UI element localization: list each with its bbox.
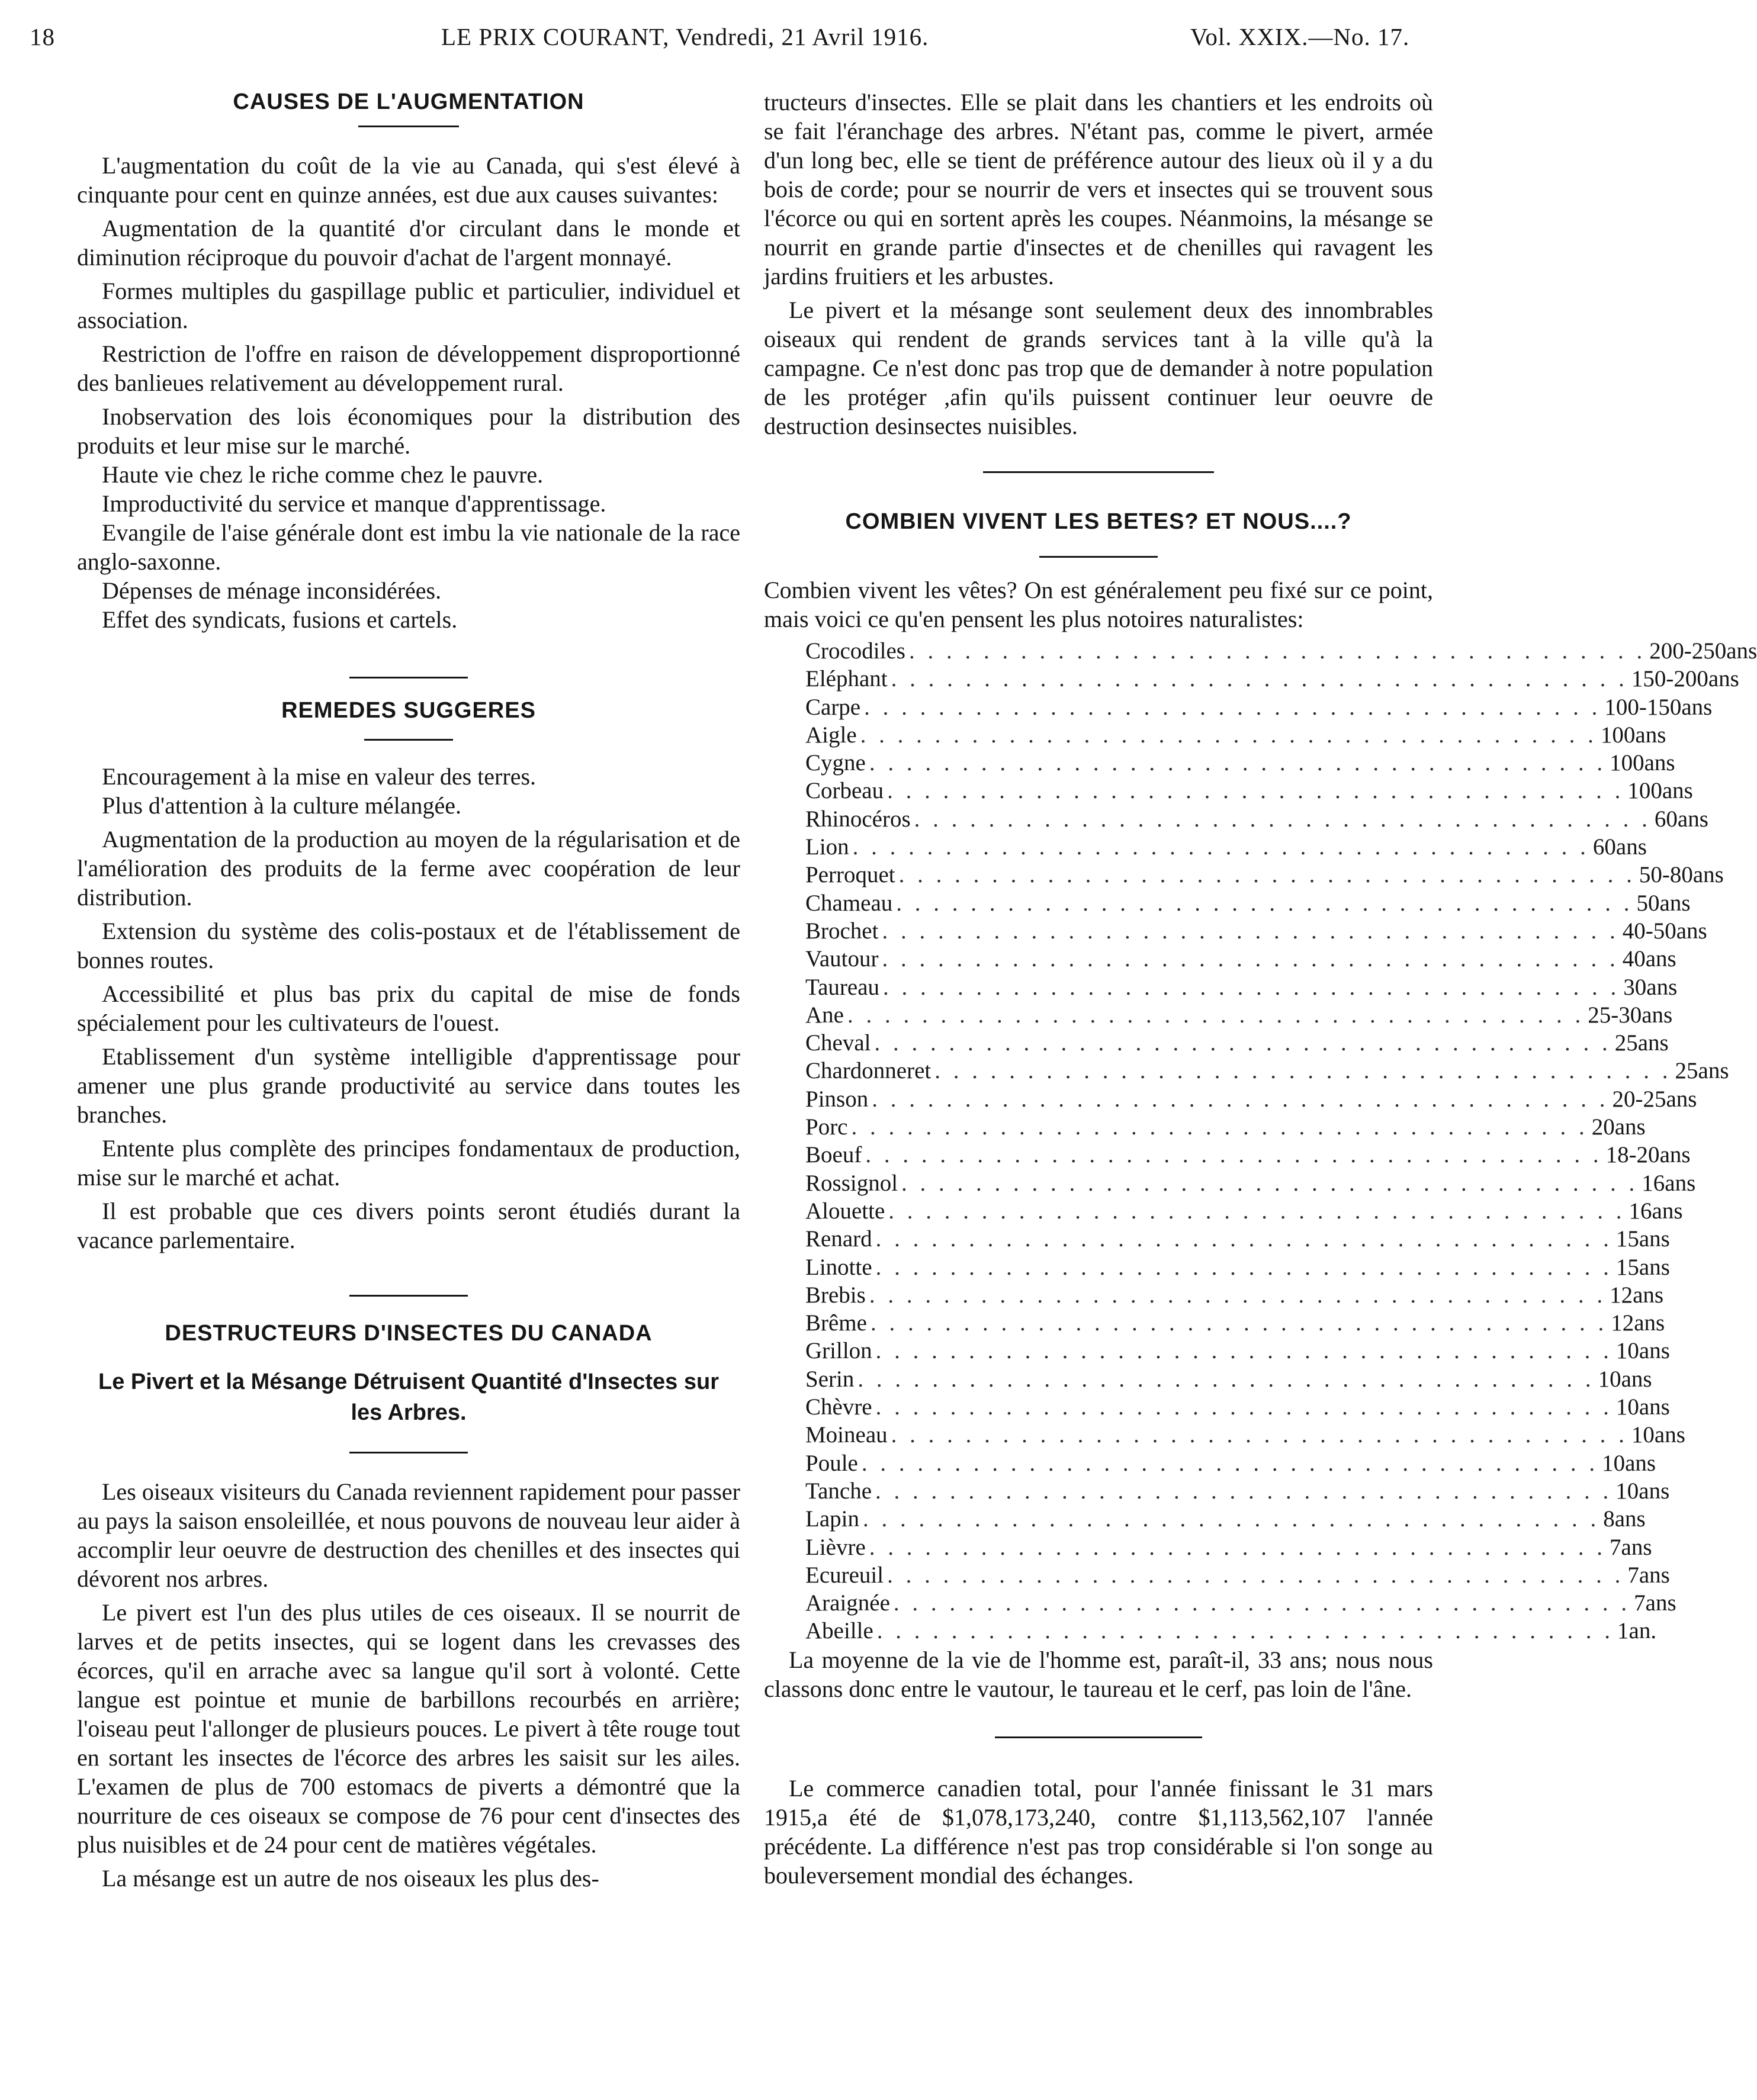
lifespan-row [805,833,1647,861]
leader-dots: . . . . . . . . . . . . . . . . . . . . . . . . . . . . . . . . . . . . . . . . [876,1618,1614,1644]
page-header [24,22,1469,58]
lifespan-row [805,749,1675,777]
animal-name: Araignée [805,1590,890,1616]
lifespan-years: 7 [1634,1590,1646,1616]
animal-name: Cygne [805,750,866,776]
leader-dots: . . . . . . . . . . . . . . . . . . . . . . . . . . . . . . . . . . . . . . . . [852,834,1589,860]
lifespan-unit: ans [1642,1002,1673,1028]
lifespan-years: 16 [1642,1170,1665,1196]
causes-paragraph: Inobservation des lois économiques pour la distribution des produits et leur mise sur le marché. [77,403,740,459]
divider [1039,556,1158,558]
lifespan-unit: ans [1659,890,1691,916]
animal-name: Moineau [805,1422,888,1448]
leader-dots: . . . . . . . . . . . . . . . . . . . . . . . . . . . . . . . . . . . . . . . . [875,1394,1613,1420]
lifespan-unit: ans [1637,1030,1669,1056]
animal-name: Cheval [805,1030,871,1056]
leader-dots: . . . . . . . . . . . . . . . . . . . . . . . . . . . . . . . . . . . . . . . . [864,694,1601,720]
lifespan-years: 7 [1610,1534,1621,1560]
animal-name: Carpe [805,694,861,720]
lifespan-years: 16 [1628,1198,1652,1224]
animal-name: Lièvre [805,1534,866,1560]
lifespan-years: 10 [1615,1478,1639,1504]
leader-dots: . . . . . . . . . . . . . . . . . . . . . . . . . . . . . . . . . . . . . . . . [901,1170,1639,1196]
remedes-paragraph: Augmentation de la production au moyen de la régularisation et de l'amélioration des produits de la ferme avec coopération de leur distribution. [77,826,740,911]
leader-dots: . . . . . . . . . . . . . . . . . . . . . . . . . . . . . . . . . . . . . . . . [898,862,1636,888]
lifespan-years: 12 [1611,1310,1634,1336]
lifespan-row [805,1253,1670,1281]
volume-number: Vol. XXIX.—No. 17. [1190,23,1410,50]
lifespan-years: 10 [1598,1366,1621,1392]
animal-name: Serin [805,1366,855,1392]
destructeurs-section [77,1477,740,1893]
destructeurs-heading: DESTRUCTEURS D'INSECTES DU CANADA [165,1321,653,1346]
lifespan-unit: ans [1726,638,1757,664]
lifespan-row [805,777,1693,805]
animal-name: Taureau [805,974,880,1000]
leader-dots: . . . . . . . . . . . . . . . . . . . . . . . . . . . . . . . . . . . . . . . . [862,1506,1600,1532]
animal-name: Grillon [805,1338,872,1364]
lifespan-unit: ans [1639,1394,1670,1420]
lifespan-row [805,1057,1729,1085]
leader-dots: . . . . . . . . . . . . . . . . . . . . . . . . . . . . . . . . . . . . . . . . [869,750,1607,776]
remedes-paragraph: Entente plus complète des principes fondamentaux de production, mise sur le marché et achat. [77,1135,740,1191]
destructeurs-paragraph: Le pivert est l'un des plus utiles de ces oiseaux. Il se nourrit de larves et de petits insectes, qui se logent dans les crevasses des écorces, qu'il en arrache avec sa langue qu'il sort à volonté. Cette langue est pointue et munie de barbillons recourbés en arrière; l'oiseau peut l'allonger de plusieurs pouces. Le pivert à tête rouge tout en sortant les insectes de l'écorce des arbres les saisit sur les ailes. L'examen de plus de 700 estomacs de piverts a démontré que la nourriture de ces oiseaux se compose de 76 pour cent d'insectes des plus nuisibles et de 24 pour cent de matières végétales. [77,1599,740,1858]
lifespan-years: 15 [1615,1226,1639,1252]
leader-dots: . . . . . . . . . . . . . . . . . . . . . . . . . . . . . . . . . . . . . . . . [860,722,1597,748]
lifespan-years: 20 [1591,1114,1615,1140]
lifespan-unit: ans [1708,666,1739,692]
leader-dots: . . . . . . . . . . . . . . . . . . . . . . . . . . . . . . . . . . . . . . . . [870,1310,1608,1336]
causes-section [77,151,740,634]
lifespan-years: 18-20 [1605,1142,1660,1168]
destructeurs-subheading: Le Pivert et la Mésange Détruisent Quantité d'Insectes sur les Arbres. [98,1369,719,1425]
animal-name: Poule [805,1450,858,1476]
leader-dots: . . . . . . . . . . . . . . . . . . . . . . . . . . . . . . . . . . . . . . . . [934,1058,1672,1084]
lifespan-row [805,1197,1683,1225]
leader-dots: . . . . . . . . . . . . . . . . . . . . . . . . . . . . . . . . . . . . . . . . [887,1562,1624,1588]
divider [349,1295,468,1297]
left-column [77,81,740,1893]
lifespan-row [805,1421,1685,1449]
lifespan-row [805,1141,1691,1169]
lifespan-unit: ans [1639,1562,1670,1588]
animal-name: Brême [805,1310,867,1336]
lifespan-unit: ans [1676,918,1707,944]
lifespan-row [805,917,1707,945]
leader-dots: . . . . . . . . . . . . . . . . . . . . . . . . . . . . . . . . . . . . . . . . [883,974,1620,1000]
leader-dots: . . . . . . . . . . . . . . . . . . . . . . . . . . . . . . . . . . . . . . . . [869,1282,1607,1308]
lifespan-unit: ans [1639,1254,1670,1280]
lifespan-row [805,1085,1697,1113]
lifespan-years: 25 [1614,1030,1638,1056]
leader-dots: . . . . . . . . . . . . . . . . . . . . . . . . . . . . . . . . . . . . . . . . [896,890,1633,916]
lifespan-years: 30 [1623,974,1647,1000]
animal-name: Chèvre [805,1394,872,1420]
animal-name: Lapin [805,1506,859,1532]
lifespan-row [805,1505,1646,1533]
lifespan-unit: ans [1615,834,1647,860]
lifespan-unit: ans [1666,1086,1697,1112]
newspaper-title: LE PRIX COURANT, Vendredi, 21 Avril 1916. [441,23,929,50]
right-column [764,88,1757,1890]
leader-dots: . . . . . . . . . . . . . . . . . . . . . . . . . . . . . . . . . . . . . . . . [891,666,1628,692]
animal-name: Lion [805,834,849,860]
commerce-paragraph: Le commerce canadien total, pour l'année finissant le 31 mars 1915,a été de $1,078,173,240, contre $1,113,562,107 l'année précédente. La différence n'est pas trop considérable si l'on songe au bouleversement mondial des échanges. [764,1774,1433,1889]
lifespan-row [805,1533,1652,1561]
divider [983,471,1214,473]
lifespan-unit: ans [1677,806,1708,832]
animal-name: Pinson [805,1086,869,1112]
lifespan-row [805,1309,1665,1337]
divider [364,739,453,741]
lifespan-unit: ans [1645,1590,1676,1616]
lifespan-years: 200-250 [1649,638,1727,664]
leader-dots: . . . . . . . . . . . . . . . . . . . . . . . . . . . . . . . . . . . . . . . . [891,1422,1628,1448]
animal-name: Chardonneret [805,1058,932,1084]
lifespan-row [805,665,1739,693]
lifespan-unit: ans [1644,750,1675,776]
leader-dots: . . . . . . . . . . . . . . . . . . . . . . . . . . . . . . . . . . . . . . . . [882,946,1619,972]
divider [349,1452,468,1453]
leader-dots: . . . . . . . . . . . . . . . . . . . . . . . . . . . . . . . . . . . . . . . . [882,918,1619,944]
lifespan-unit: ans [1614,1506,1646,1532]
remedes-paragraph: Plus d'attention à la culture mélangée. [102,792,462,819]
causes-heading: CAUSES DE L'AUGMENTATION [233,89,584,114]
lifespan-unit: ans [1621,1366,1652,1392]
lifespan-row [805,1281,1664,1309]
destructeurs-paragraph: La mésange est un autre de nos oiseaux les plus des- [102,1865,599,1892]
leader-dots: . . . . . . . . . . . . . . . . . . . . . . . . . . . . . . . . . . . . . . . . [893,1590,1631,1616]
lifespan-row [805,945,1676,973]
leader-dots: . . . . . . . . . . . . . . . . . . . . . . . . . . . . . . . . . . . . . . . . [847,1002,1585,1028]
lifespan-row [805,693,1713,721]
lifespan-unit: ans [1652,1198,1683,1224]
lifespan-unit: ans [1621,1534,1652,1560]
animal-name: Ecureuil [805,1562,884,1588]
causes-paragraph: Effet des syndicats, fusions et cartels. [102,606,458,633]
lifespan-unit: ans [1639,1478,1670,1504]
lifespan-unit: ans [1646,974,1678,1000]
lifespan-unit: ans [1639,1338,1670,1364]
animal-name: Corbeau [805,778,884,804]
lifespan-unit: ans [1635,722,1666,748]
lifespan-row [805,1449,1656,1477]
lifespan-unit: ans [1625,1450,1656,1476]
lifespan-row [805,721,1666,749]
lifespan-row [805,973,1678,1001]
lifespan-unit: ans [1639,1226,1670,1252]
lifespan-years: 60 [1654,806,1678,832]
animal-name: Perroquet [805,862,895,888]
lifespan-unit: ans [1681,694,1713,720]
leader-dots: . . . . . . . . . . . . . . . . . . . . . . . . . . . . . . . . . . . . . . . . [888,1198,1626,1224]
remedes-paragraph: Extension du système des colis-postaux et de l'établissement de bonnes routes. [77,918,740,973]
animal-name: Renard [805,1226,872,1252]
lifespan-unit: ans [1692,862,1724,888]
animal-name: Brebis [805,1282,866,1308]
lifespan-unit: ans [1654,1422,1685,1448]
divider [349,677,468,678]
animal-name: Aigle [805,722,857,748]
lifespan-years: 100-150 [1604,694,1682,720]
lifespan-unit: ans [1665,1170,1696,1196]
lifespan-row [805,1001,1673,1029]
leader-dots: . . . . . . . . . . . . . . . . . . . . . . . . . . . . . . . . . . . . . . . . [908,638,1646,664]
animal-name: Crocodiles [805,638,905,664]
lifespan-years: 1 [1617,1618,1629,1644]
lifespan-row [805,1477,1670,1505]
leader-dots: . . . . . . . . . . . . . . . . . . . . . . . . . . . . . . . . . . . . . . . . [914,806,1651,832]
lifespan-row [805,1617,1657,1645]
causes-paragraph: L'augmentation du coût de la vie au Canada, qui s'est élevé à cinquante pour cent en quinze années, est due aux causes suivantes: [77,152,740,208]
lifespan-years: 150-200 [1631,666,1708,692]
remedes-section [77,762,740,1255]
lifespan-years: 100 [1610,750,1644,776]
animal-name: Ane [805,1002,844,1028]
leader-dots: . . . . . . . . . . . . . . . . . . . . . . . . . . . . . . . . . . . . . . . . [872,1086,1609,1112]
lifespan-years: 40-50 [1622,918,1676,944]
lifespan-years: 25 [1675,1058,1698,1084]
lifespan-years: 25-30 [1588,1002,1642,1028]
leader-dots: . . . . . . . . . . . . . . . . . . . . . . . . . . . . . . . . . . . . . . . . [865,1142,1602,1168]
leader-dots: . . . . . . . . . . . . . . . . . . . . . . . . . . . . . . . . . . . . . . . . [869,1534,1607,1560]
lifespan-years: 10 [1602,1450,1626,1476]
combien-intro: Combien vivent les vêtes? On est généralement peu fixé sur ce point, mais voici ce qu'en pensent les plus notoires naturalistes: [764,577,1433,632]
animal-name: Rhinocéros [805,806,911,832]
leader-dots: . . . . . . . . . . . . . . . . . . . . . . . . . . . . . . . . . . . . . . . . [875,1254,1613,1280]
leader-dots: . . . . . . . . . . . . . . . . . . . . . . . . . . . . . . . . . . . . . . . . [875,1478,1613,1504]
lifespan-years: 10 [1615,1394,1639,1420]
lifespan-row [805,1365,1652,1393]
destructeurs-paragraph: Les oiseaux visiteurs du Canada reviennent rapidement pour passer au pays la saison ensoleillée, et nous pouvons de nouveau leur aider à accomplir leur oeuvre de destruction des chenilles et des insectes qui dévorent nos arbres. [77,1478,740,1592]
remedes-paragraph: Encouragement à la mise en valeur des terres. [102,763,537,790]
lifespan-years: 50 [1636,890,1660,916]
lifespan-unit: ans [1662,778,1693,804]
animal-name: Alouette [805,1198,885,1224]
lifespan-unit: ans [1614,1114,1646,1140]
lifespan-row [805,889,1691,917]
leader-dots: . . . . . . . . . . . . . . . . . . . . . . . . . . . . . . . . . . . . . . . . [875,1338,1613,1364]
lifespan-years: 8 [1603,1506,1615,1532]
divider [995,1736,1202,1738]
leader-dots: . . . . . . . . . . . . . . . . . . . . . . . . . . . . . . . . . . . . . . . . [851,1114,1588,1140]
animal-name: Linotte [805,1254,872,1280]
destructeurs-continuation [764,88,1433,440]
lifespan-unit: ans [1659,1142,1691,1168]
remedes-paragraph: Accessibilité et plus bas prix du capital de mise de fonds spécialement pour les cultivateurs de l'ouest. [77,980,740,1036]
lifespan-years: 50-80 [1639,862,1693,888]
divider [358,126,459,127]
lifespan-row [805,637,1757,665]
leader-dots: . . . . . . . . . . . . . . . . . . . . . . . . . . . . . . . . . . . . . . . . [874,1030,1611,1056]
lifespan-years: 15 [1615,1254,1639,1280]
lifespan-row [805,1113,1646,1141]
lifespan-row [805,1169,1696,1197]
causes-paragraph: Dépenses de ménage inconsidérées. [102,577,442,604]
lifespan-row [805,1225,1670,1253]
animal-name: Brochet [805,918,879,944]
lifespan-table [805,637,1757,1645]
animal-name: Boeuf [805,1142,862,1168]
remedes-heading: REMEDES SUGGERES [281,698,536,723]
destructeurs-continuation-paragraph: tructeurs d'insectes. Elle se plait dans les chantiers et les endroits où se fait l'éranchage des arbres. N'étant pas, comme le pivert, armée d'un long bec, elle se tient de préférence autour des lieux où il y a du bois de corde; pour se nourrir de vers et insectes qui se trouvent sous l'écorce ou qui en sortent après les coupes. Néanmoins, la mésange se nourrit en grande partie d'insectes et de chenilles qui ravagent les jardins fruitiers et les arbustes. [764,89,1433,290]
lifespan-unit: ans [1633,1282,1664,1308]
causes-paragraph: Restriction de l'offre en raison de développement disproportionné des banlieues relativement au développement rural. [77,340,740,396]
lifespan-years: 10 [1631,1422,1655,1448]
lifespan-years: 40 [1622,946,1646,972]
destructeurs-continuation-paragraph: Le pivert et la mésange sont seulement deux des innombrables oiseaux qui rendent de grands services tant à la ville qu'à la campagne. Ce n'est donc pas trop que de demander à notre population de les protéger ,afin qu'ils puissent continuer leur oeuvre de destruction desinsectes nuisibles. [764,297,1433,439]
lifespan-unit: ans [1698,1058,1729,1084]
lifespan-row [805,805,1708,833]
causes-paragraph: Formes multiples du gaspillage public et particulier, individuel et association. [77,278,740,333]
remedes-paragraph: Il est probable que ces divers points seront étudiés durant la vacance parlementaire. [77,1198,740,1253]
lifespan-row [805,1393,1670,1421]
lifespan-years: 10 [1615,1338,1639,1364]
lifespan-row [805,1561,1670,1589]
remedes-paragraph: Etablissement d'un système intelligible d'apprentissage pour amener une plus grande productivité au service dans toutes les branches. [77,1043,740,1128]
lifespan-years: 100 [1600,722,1636,748]
lifespan-row [805,1337,1670,1365]
leader-dots: . . . . . . . . . . . . . . . . . . . . . . . . . . . . . . . . . . . . . . . . [887,778,1624,804]
combien-heading: COMBIEN VIVENT LES BETES? ET NOUS....? [845,509,1352,534]
page-number: 18 [30,23,55,50]
animal-name: Eléphant [805,666,888,692]
lifespan-row [805,1589,1676,1617]
animal-name: Rossignol [805,1170,898,1196]
lifespan-row [805,1029,1669,1057]
lifespan-unit: ans [1645,946,1676,972]
lifespan-years: 12 [1610,1282,1633,1308]
leader-dots: . . . . . . . . . . . . . . . . . . . . . . . . . . . . . . . . . . . . . . . . [875,1226,1613,1252]
leader-dots: . . . . . . . . . . . . . . . . . . . . . . . . . . . . . . . . . . . . . . . . [861,1450,1599,1476]
lifespan-years: 100 [1627,778,1662,804]
animal-name: Porc [805,1114,848,1140]
lifespan-unit: ans [1634,1310,1665,1336]
causes-paragraph: Haute vie chez le riche comme chez le pauvre. [102,461,544,488]
causes-paragraph: Improductivité du service et manque d'apprentissage. [102,490,606,517]
lifespan-years: 20-25 [1612,1086,1666,1112]
animal-name: Chameau [805,890,893,916]
causes-paragraph: Augmentation de la quantité d'or circulant dans le monde et diminution réciproque du pouvoir d'achat de l'argent monnayé. [77,215,740,271]
lifespan-unit: an. [1628,1618,1657,1644]
lifespan-years: 7 [1627,1562,1639,1588]
causes-paragraph: Evangile de l'aise générale dont est imbu la vie nationale de la race anglo-saxonne. [77,519,740,575]
lifespan-row [805,861,1724,889]
lifespan-years: 60 [1592,834,1616,860]
animal-name: Abeille [805,1618,873,1644]
combien-conclusion: La moyenne de la vie de l'homme est, paraît-il, 33 ans; nous nous classons donc entre le vautour, le taureau et le cerf, pas loin de l'âne. [764,1646,1433,1702]
animal-name: Tanche [805,1478,872,1504]
animal-name: Vautour [805,946,879,972]
leader-dots: . . . . . . . . . . . . . . . . . . . . . . . . . . . . . . . . . . . . . . . . [857,1366,1595,1392]
